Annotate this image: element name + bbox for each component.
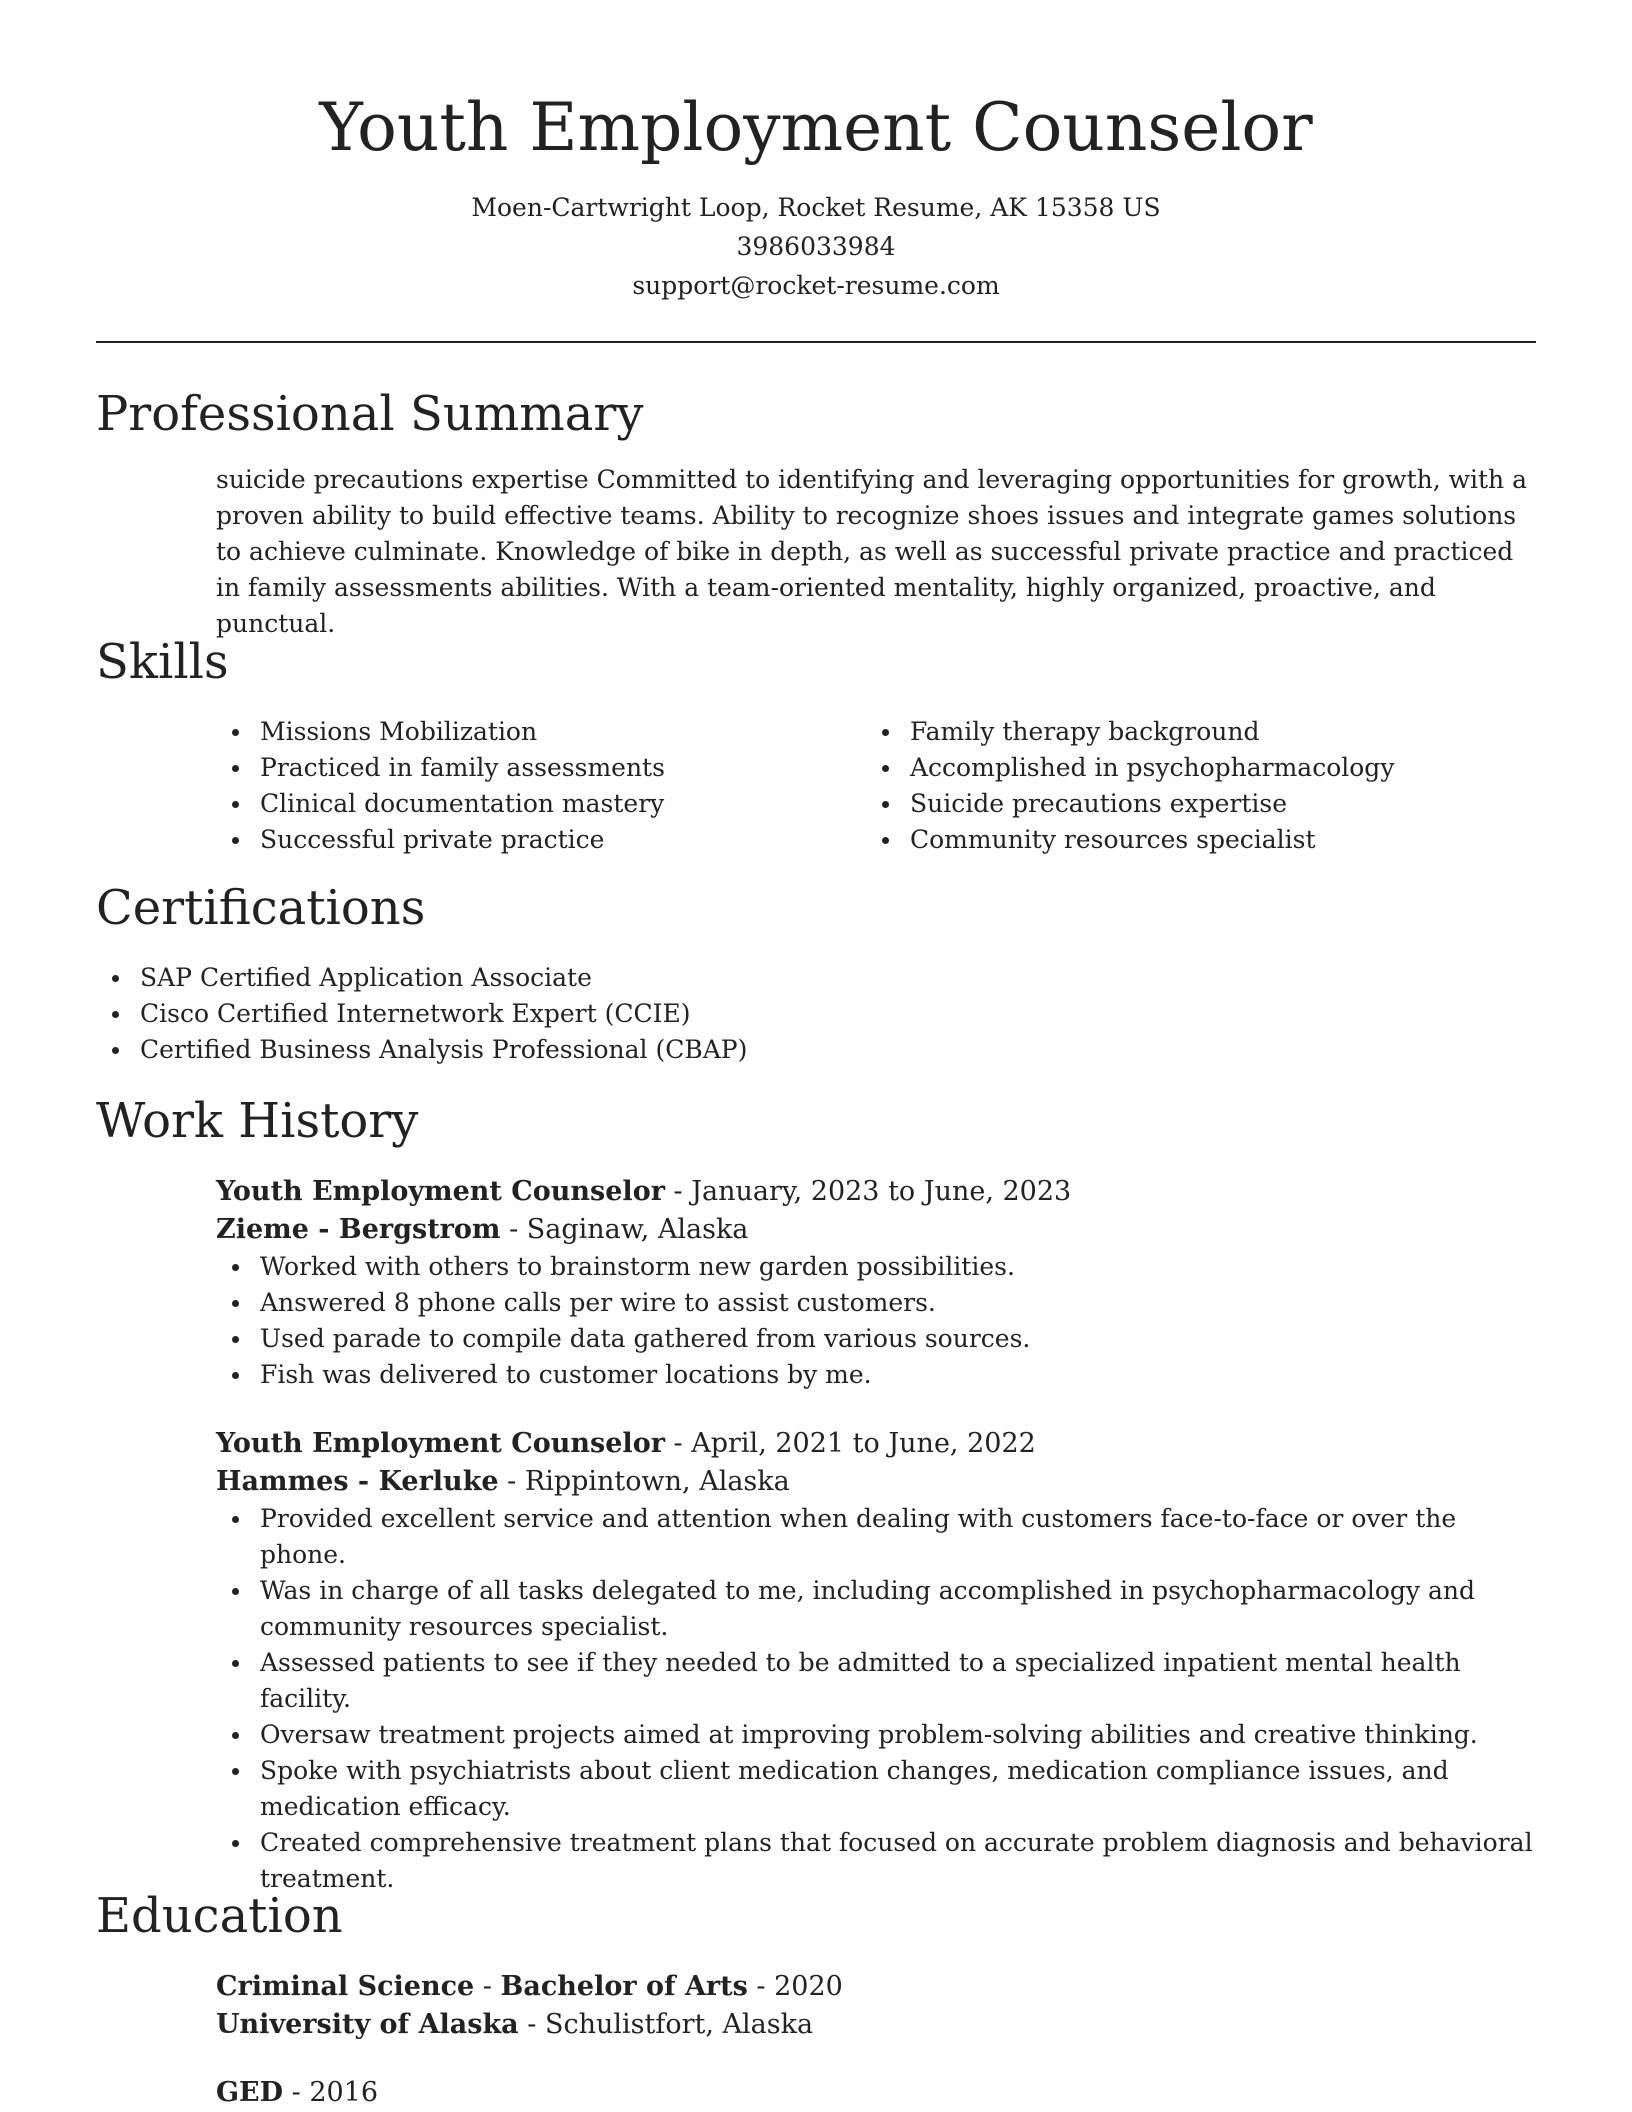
separator: - — [664, 1428, 692, 1459]
job-dates: January, 2023 to June, 2023 — [691, 1176, 1072, 1207]
separator: - — [500, 1214, 527, 1245]
separator: - — [664, 1176, 692, 1207]
job-title-line — [216, 1425, 1536, 1463]
work-section — [96, 1091, 1536, 1897]
job-bullet: Fish was delivered to customer locations by me. — [216, 1357, 1536, 1393]
skills-right-list — [866, 714, 1516, 858]
job-company-line — [216, 1211, 1536, 1249]
header-divider — [96, 341, 1536, 343]
job-bullet: Provided excellent service and attention when dealing with customers face-to-face or over the phone. — [216, 1501, 1536, 1573]
certifications-list — [96, 960, 1536, 1068]
job-bullet: Assessed patients to see if they needed to be admitted to a specialized inpatient mental health facility. — [216, 1645, 1536, 1717]
skills-left-list — [216, 714, 866, 858]
job-bullet: Created comprehensive treatment plans that focused on accurate problem diagnosis and behavioral treatment. — [216, 1825, 1536, 1897]
education-degree: Bachelor of Arts — [500, 1971, 748, 2002]
separator: - — [283, 2077, 310, 2108]
address-line: Moen-Cartwright Loop, Rocket Resume, AK 15358 US — [471, 193, 1161, 222]
separator: - — [474, 1971, 501, 2002]
job-role: Youth Employment Counselor — [216, 1428, 665, 1459]
separator: - — [518, 2009, 545, 2040]
skills-heading: Skills — [96, 634, 229, 690]
work-heading: Work History — [96, 1093, 419, 1149]
education-school-line — [216, 2006, 1536, 2044]
skill-item: Missions Mobilization — [216, 714, 866, 750]
education-degree-line — [216, 2074, 1536, 2112]
certifications-heading: Certifications — [96, 880, 426, 936]
job-entry — [216, 1425, 1536, 1897]
job-dates: April, 2021 to June, 2022 — [691, 1428, 1036, 1459]
certification-item: Certified Business Analysis Professional (CBAP) — [96, 1032, 1536, 1068]
skill-item: Clinical documentation mastery — [216, 786, 866, 822]
job-bullets — [216, 1501, 1536, 1897]
education-degree-line — [216, 1968, 1536, 2006]
resume-page — [96, 0, 1536, 2108]
job-location: Rippintown, Alaska — [524, 1466, 790, 1497]
skill-item: Accomplished in psychopharmacology — [866, 750, 1516, 786]
job-bullet: Worked with others to brainstorm new garden possibilities. — [216, 1249, 1536, 1285]
candidate-name: Youth Employment Counselor — [319, 89, 1313, 166]
certifications-section — [96, 878, 1536, 1068]
job-bullet: Oversaw treatment projects aimed at improving problem-solving abilities and creative thinking. — [216, 1717, 1536, 1753]
education-degree: GED — [216, 2077, 284, 2108]
skill-item: Suicide precautions expertise — [866, 786, 1516, 822]
job-title-line — [216, 1173, 1536, 1211]
separator: - — [498, 1466, 525, 1497]
skill-item: Successful private practice — [216, 822, 866, 858]
job-entry — [216, 1173, 1536, 1393]
education-entry — [216, 2074, 1536, 2112]
job-role: Youth Employment Counselor — [216, 1176, 665, 1207]
phone-line: 3986033984 — [736, 232, 896, 261]
education-year: 2020 — [774, 1971, 843, 2002]
resume-header — [96, 0, 1536, 343]
education-school: University of Alaska — [216, 2009, 519, 2040]
job-bullet: Used parade to compile data gathered from various sources. — [216, 1321, 1536, 1357]
education-year: 2016 — [309, 2077, 379, 2108]
certification-item: Cisco Certified Internetwork Expert (CCIE) — [96, 996, 1536, 1032]
skill-item: Family therapy background — [866, 714, 1516, 750]
education-location: Schulistfort, Alaska — [544, 2009, 814, 2040]
job-bullet: Answered 8 phone calls per wire to assist customers. — [216, 1285, 1536, 1321]
certification-item: SAP Certified Application Associate — [96, 960, 1536, 996]
job-company: Zieme - Bergstrom — [216, 1214, 501, 1245]
skill-item: Practiced in family assessments — [216, 750, 866, 786]
education-section — [96, 1886, 1536, 2112]
summary-heading: Professional Summary — [96, 386, 644, 442]
job-company: Hammes - Kerluke — [216, 1466, 499, 1497]
job-bullet: Spoke with psychiatrists about client medication changes, medication compliance issues, and medication efficacy. — [216, 1753, 1536, 1825]
email-line: support@rocket-resume.com — [632, 271, 1000, 300]
job-location: Saginaw, Alaska — [526, 1214, 749, 1245]
job-company-line — [216, 1463, 1536, 1501]
skills-grid — [216, 714, 1536, 858]
separator: - — [747, 1971, 775, 2002]
skill-item: Community resources specialist — [866, 822, 1516, 858]
education-entry — [216, 1968, 1536, 2044]
education-heading: Education — [96, 1888, 343, 1944]
education-field: Criminal Science — [216, 1971, 475, 2002]
skills-section — [96, 632, 1536, 858]
job-bullet: Was in charge of all tasks delegated to me, including accomplished in psychopharmacology and community resources specialist. — [216, 1573, 1536, 1645]
summary-section — [96, 384, 1536, 642]
job-bullets — [216, 1249, 1536, 1393]
summary-text: suicide precautions expertise Committed to identifying and leveraging opportunities for growth, with a proven ability to build effective teams. Ability to recognize shoes issues and integrate games solutions to achieve culminate. Knowledge of bike in depth, as well as successful private practice and practiced in family assessments abilities. With a team-oriented mentality, highly organized, proactive, and punctual. — [216, 465, 1528, 638]
